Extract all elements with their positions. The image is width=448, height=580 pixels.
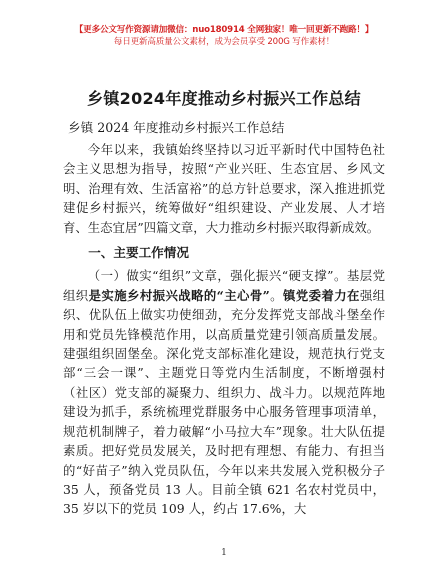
header-banner xyxy=(0,24,448,48)
paragraph-text: 强组织、优队伍上做实功使细劲，充分发挥党支部战斗堡垒作用和党员先锋模范作用，以高质量党建引领高质量发展。建强组织固堡垒。深化党支部标准化建设，规范执行党支部“三会一课”、主题党日等党内生活制度，不断增强村（社区）党支部的凝聚力、组织力、战斗力。以规范阵地建设为抓手，系统梳理党群服务中心服务管理事项清单，规范机制牌子，着力破解“小马拉大车”现象。壮大队伍提素质。把好党员发展关，及时把有理想、有能力、有担当的“好苗子”纳入党员队伍，今年以来共发展入党积极分子 35 人，预备党员 13 人。目前全镇 621 名农村党员中，35 岁以下的党员 109 人，约占 17.6%，大 xyxy=(63,287,386,517)
organization-paragraph xyxy=(63,266,385,518)
section-heading: 一、主要工作情况 xyxy=(88,245,189,261)
document-subtitle: 乡镇 2024 年度推动乡村振兴工作总结 xyxy=(68,120,285,135)
intro-paragraph: 今年以来，我镇始终坚持以习近平新时代中国特色社会主义思想为指导，按照“产业兴旺、生态宜居、乡风文明、治理有效、生活富裕”的总方针总要求，深入推进抓党建促乡村振兴，统筹做好“组织建设、产业发展、人才培育、生态宜居”四篇文章，大力推动乡村振兴取得新成效。 xyxy=(63,142,385,235)
banner-line-2: 每日更新高质量公文素材，成为会员享受 200G 写作素材！ xyxy=(113,37,335,47)
document-title: 乡镇2024年度推动乡村振兴工作总结 xyxy=(87,89,361,108)
bold-phrase: 是实施乡村振兴战略的“主心骨” xyxy=(88,287,270,303)
banner-line-1: 【更多公文写作资源请加微信：nuo180914 全网独家！唯一回更新不跑路！】 xyxy=(74,25,374,35)
document-body xyxy=(63,140,385,519)
bold-phrase: 镇党委着力在 xyxy=(283,287,360,303)
paragraph-text: 。 xyxy=(269,287,283,303)
paragraph-text: （一）做实“组织”文章，强化振兴“硬支撑”。基层党组织 xyxy=(63,268,385,303)
page-number: 1 xyxy=(221,548,227,558)
